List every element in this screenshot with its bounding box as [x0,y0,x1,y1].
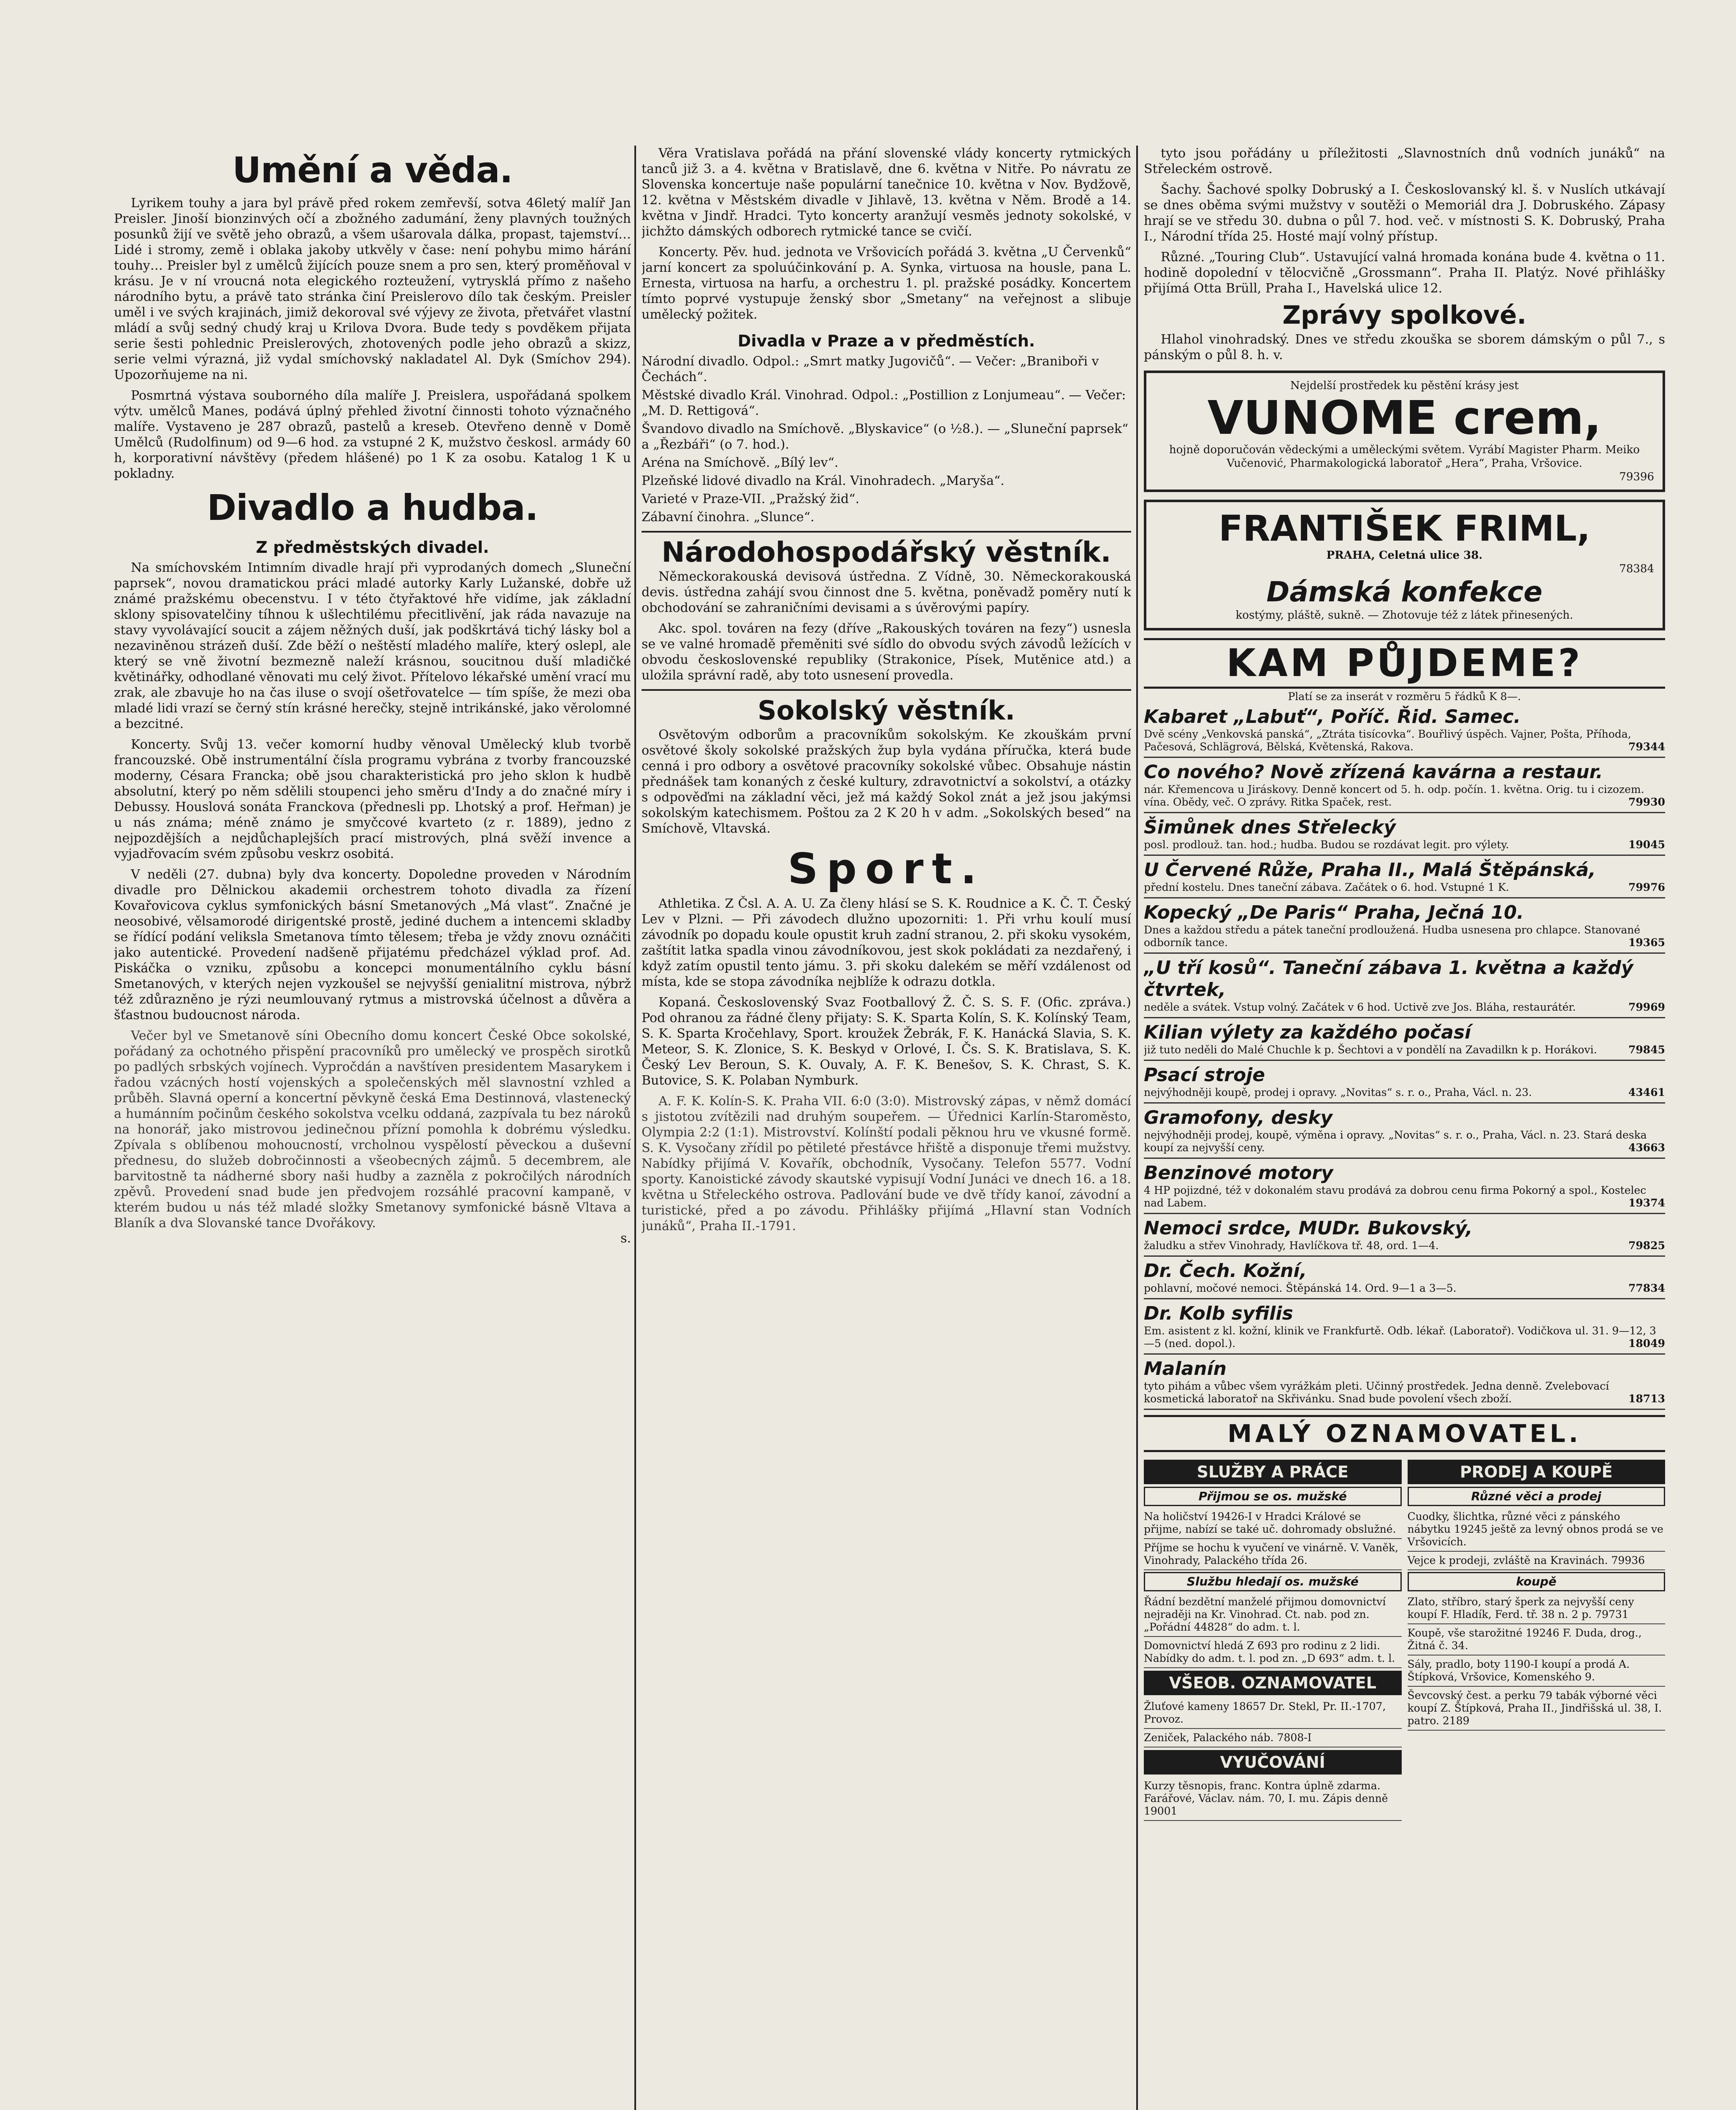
ad-text: neděle a svátek. Vstup volný. Začátek v 6 hod. Uctivě zve Jos. Bláha, restaurátér. [1144,1001,1576,1013]
ad-name: Gramofony, desky [1144,1107,1333,1128]
ad-item [1144,813,1665,856]
classified-item: Koupě, vše starožitné 19246 F. Duda, drog., Žitná č. 34. [1408,1624,1666,1656]
ad-friml-number: 78384 [1619,563,1654,575]
ad-text: 4 HP pojizdné, též v dokonalém stavu prodává za dobrou cenu firma Pokorný a spol., Kostelec nad Labem. [1144,1184,1647,1209]
ad-name: Kilian výlety za každého počasí [1144,1022,1471,1043]
ad-friml-address: PRAHA, Celetná ulice 38. [1326,549,1483,562]
ad-text: pohlavní, močové nemoci. Štěpánská 14. Ord. 9—1 a 3—5. [1144,1282,1457,1294]
theatre-program-list [642,354,1131,525]
article-preisler: Lyrikem touhy a jara byl právě před rokem zemřevší, sotva 46letý malíř Jan Preisler. Jinoší bionzinvých očí a zbožného zadumání, ženy plavných toužných posunků žijí ve světě jeho obrazů, a všem ušarovala dálka, propast, tajemství… Lidé i stromy, země i oblaka jakoby utkvěly v čase: není pohybu mimo hárání touhy… Preisler byl z umělců žijících pouze snem a pro sen, který proměňoval v krásu. Je v ní vroucná nota elegického rozteužení, vytrysklá přímo z našeho národního bytu, a právě tato stránka činí Preislerovo dílo tak českým. Preisler uměl i ve svých krajinách, jimiž dekoroval své výjevy ze života, přetvářet vlastní mládí a svůj sedný chudý kraj u Krilova Dvora. Bude tedy s povděkem přijata serie šesti pohlednic Preislerových, zhotovených podle jeho obrazů a skizz, serie velmi výrazná, již vydal smíchovský nakladatel Al. Dyk (Smíchov 294). Upozorňujeme na ni. [114,196,631,382]
ad-name: Kopecký „De Paris“ Praha, Ječná 10. [1144,902,1524,923]
ad-number: 79344 [1628,741,1665,753]
classifieds-right [1408,1457,1666,1821]
program-heading: Divadla v Praze a v předměstích. [737,332,1035,350]
ad-number: 19374 [1628,1197,1665,1209]
column-right [1144,146,1665,2110]
ad-name: Psací stroje [1144,1064,1265,1086]
classified-item: Řádní bezdětní manželé přijmou domovnictví nejraději na Kr. Vinohrad. Ct. nab. pod zn. „Pořádní 44828“ do adm. t. l. [1144,1593,1402,1637]
ad-item [1144,898,1665,954]
ad-vunome-number: 79396 [1619,471,1654,483]
ad-text: posl. prodlouž. tan. hod.; hudba. Budou se rozdávat legit. pro výlety. [1144,839,1509,851]
ad-text: nejvýhodněji prodej, koupě, výměna i opravy. „Novitas“ s. r. o., Praha, Václ. n. 23. Stará deska koupí za nejvyšší ceny. [1144,1129,1647,1154]
program-item: Městské divadlo Král. Vinohrad. Odpol.: „Postillion z Lonjumeau“. — Večer: „M. D. Rettigová“. [642,388,1126,418]
program-item: Plzeňské lidové divadlo na Král. Vinohradech. „Maryša“. [642,473,1005,488]
ad-name: Dr. Kolb syfilis [1144,1303,1293,1324]
heading-sport: Sport. [788,844,985,893]
ad-friml-side: kostýmy, pláště, sukně. — Zhotovuje též z látek přinesených. [1235,609,1574,622]
article-sokol: Osvětovým odborům a pracovníkům sokolským. Ke zkouškám první osvětové školy sokolské pražských žup byla vydána příručka, která bude cenná i pro odbory a osvětové pracovníky sokolské vůbec. Obsahuje nástin přednášek tam konaných z české kultury, zdravotnictví a sokolství, a otázky s odpověďmi na základní věci, jež má každý Sokol znát a jež jsou jakýmsi sokolským katechismem. Poštou za 2 K 20 h v adm. „Sokolských besed“ na Smíchově, Vltavská. [642,728,1131,836]
ad-vunome [1144,371,1665,492]
ad-friml-name: FRANTIŠEK FRIML, [1219,508,1590,549]
ad-item [1144,1257,1665,1299]
ad-number: 19365 [1628,936,1665,949]
ad-text: žaludku a střev Vinohrady, Havlíčkova tř. 48, ord. 1—4. [1144,1239,1439,1252]
classified-item: Domovnictví hledá Z 693 pro rodinu z 2 lidi. Nabídky do adm. t. l. pod zn. „D 693“ adm. t. l. [1144,1637,1402,1668]
program-item: Aréna na Smíchově. „Bílý lev“. [642,455,839,470]
article-devisa: Německorakouská devisová ústředna. Z Vídně, 30. Německorakouská devis. ústředna zahájí svou činnost dne 5. května, poněvadž poměry nutí k obchodování se zahraničními devisami a s úvěrovými papíry. [642,569,1131,615]
ad-item [1144,758,1665,813]
column-left [114,146,631,2110]
kam-note: Platí se za inserát v rozměru 5 řádků K 8—. [1288,690,1521,703]
heading-theatre-music: Divadlo a hudba. [207,487,538,528]
ad-item [1144,1355,1665,1410]
article-concerts: Koncerty. Svůj 13. večer komorní hudby věnoval Umělecký klub tvorbě francouzské. Obě instrumentální čísla programu vybrána z tvorby francouzské moderny, Césara Francka; obě jsou charakteristická pro jeho sklon k hudbě absolutní, který po něm sdělili stoupenci jeho směru d'Indy a do značné míry i Debussy. Houslová sonáta Franckova (přednesli pp. Lhotský a prof. Heřman) je u nás známa; méně známo je smyčcové kvarteto (z r. 1889), jedno z nejpozdějších a nejdůchaplejších prací mistrových, plná svěží invence a vyjadřovacím svém způsobu veskrz osobitá. [114,737,631,861]
ad-number: 79976 [1628,881,1665,893]
classified-subheading: Službu hledají os. mužské [1144,1572,1402,1591]
program-item: Národní divadlo. Odpol.: „Smrt matky Jugovičů“. — Večer: „Braniboři v Čechách“. [642,354,1099,384]
subheading-suburban-theatres: Z předměstských divadel. [256,538,489,557]
article-exhibition: Posmrtná výstava souborného díla malíře J. Preislera, uspořádaná spolkem výtv. umělců Manes, podává úplný přehled životní činnosti tohoto význačného malíře. Vystaveno je 287 obrazů, pastelů a kreseb. Otevřeno denně v Domě Umělců (Rudolfinum) od 9—6 hod. za vstupné 2 K, mužstvo českosl. armády 60 h, korporativní návštěvy (předem hlášené) po 1 K za osobu. Katalog 1 K u pokladny. [114,388,631,481]
classified-item: Příjme se hochu k vyučení ve vinárně. V. Vaněk, Vinohrady, Palackého třída 26. [1144,1539,1402,1570]
article-sunday-concerts: V neděli (27. dubna) byly dva koncerty. Dopoledne proveden v Národním divadle pro Dělnickou akademii orchestrem tohoto divadla za řízení Kovařovicova cyklus symfonických básní Smetanových „Má vlast“. Značné je neosobivé, vělsamorodé dirigentské prostě, jediné duchem a intencemi skladby se řídící podání veliksla Smetanova tímto tělesem; třeba je vždy znovu oznáčiti jako autentické. Provedení nadšeně přijatému předcházel výklad prof. Ad. Piskáčka o vzniku, způsobu a koncepci monumentálního cyklu básní Smetanových, v kterých nejen vyzkoušel se nejvyšší genialitní mistrova, nýbrž též zdůrazněno je rýzi neumlouvaný rytmus a mistrovská účelnost a důvěra a šťastnou budoucnost národa. [114,867,631,1023]
article-football: Kopaná. Československý Svaz Footballový Ž. Č. S. S. F. (Ofic. zpráva.) Pod ohranou za řádné členy přijaty: S. K. Sparta Kolín, S. K. Kolínský Team, S. K. Sparta Kročehlavy, Sport. kroužek Žebrák, F. K. Hanácká Slavia, S. K. Meteor, S. K. Zlonice, S. K. Beskyd v Orlové, I. Čs. S. K. Bratislava, S. K. Český Lev Beroun, S. K. Ouvaly, A. F. K. Benešov, S. K. Chrast, S. K. Butovice, S. K. Polaban Nymburk. [642,995,1131,1088]
ad-name: U Červené Růže, Praha II., Malá Štěpánská, [1144,859,1596,881]
ad-friml-line: Dámská konfekce [1266,576,1543,608]
ad-friml [1144,500,1665,630]
ad-text: Em. asistent z kl. kožní, klinik ve Frankfurtě. Odb. lékař. (Laboratoř). Vodičkova ul. 31. 9—12, 3—5 (ned. dopol.). [1144,1325,1656,1350]
divider [642,531,1131,533]
classified-item: Na holičství 19426-I v Hradci Králové se přijme, nabízí se také uč. dohromady obslužné. [1144,1508,1402,1539]
article-fez-factory: Akc. spol. továren na fezy (dříve „Rakouských továren na fezy“) usnesla se ve valné hromadě přeměniti své sídlo do obvodu svých závodů ležících v obvodu československé republiky (Strakonice, Písek, Mutěnice atd.) a uložila správní radě, aby toto usnesení provedla. [642,621,1131,683]
classifieds-left [1144,1457,1402,1821]
banner-hiring: Přijmou se os. mužské [1144,1487,1402,1506]
classifieds-grid [1144,1457,1665,1821]
program-item: Varieté v Praze-VII. „Pražský žid“. [642,492,859,506]
ad-vunome-text: hojně doporučován vědeckými a uměleckými světem. Vyrábí Magister Pharm. Meiko Vučenović, Pharmakologická laboratoř „Hera“, Praha, Vršovice. [1169,444,1640,470]
ad-text: tyto pihám a vůbec všem vyrážkám pleti. Učinný prostředek. Jedna denně. Zvelebovací kosmetická laboratoř na Skřivánku. Snad bude povolení všech zboží. [1144,1380,1609,1405]
ad-text: nár. Křemencova u Jiráskovy. Denně koncert od 5. h. odp. počín. 1. května. Orig. tu i cizozem. vína. Obědy, več. O zprávy. Ritka Spaček, rest. [1144,783,1644,808]
ad-name: Nemoci srdce, MUDr. Bukovský, [1144,1217,1473,1239]
article-concerts-vrsovice: Koncerty. Pěv. hud. jednota ve Vršovicích pořádá 3. května „U Červenků“ jarní koncert za spoluúčinkování p. A. Synka, virtuosa na housle, pana L. Ernesta, virtuosa na harfu, a orchestru 1. pl. pražské posádky. Koncertem tímto poprvé vystupuje ženský sbor „Smetany“ na veřejnost a slibuje umělecký požitek. [642,245,1131,322]
ad-text: Dvě scény „Venkovská panská“, „Ztráta tisícovka“. Bouřlivý úspěch. Vajner, Pošta, Příhoda, Pačesová, Schlägrová, Bělská, Květenská, Rakova. [1144,728,1631,753]
ad-number: 77834 [1628,1282,1665,1294]
classified-item: Ševcovský čest. a perku 79 tabák výborné věci koupí Z. Štípková, Praha II., Jindřišská ul. 38, I. patro. 2189 [1408,1687,1666,1731]
classified-item: Sály, pradlo, boty 1190-I koupí a prodá A. Štípková, Vršovice, Komenského 9. [1408,1656,1666,1687]
ad-item [1144,1061,1665,1104]
ad-number: 43663 [1628,1142,1665,1154]
column-middle [642,146,1131,2110]
banner-general: VŠEOB. OZNAMOVATEL [1144,1671,1402,1695]
ad-name: Šimůnek dnes Střelecký [1144,817,1396,838]
classified-item: Žluťové kameny 18657 Dr. Stekl, Pr. II.-1707, Provoz. [1144,1698,1402,1729]
program-item: Švandovo divadlo na Smíchově. „Blyskavice“ (o ½8.). — „Sluneční paprsek“ a „Řezbáři“ (o 7. hod.). [642,422,1129,452]
article-various: Různé. „Touring Club“. Ustavující valná hromada konána bude 4. května o 11. hodině dopolední v tělocvičně „Grossmann“. Praha II. Platýz. Nové přihlášky přijímá Otta Brüll, Praha I., Havelská ulice 12. [1144,250,1665,296]
ad-item [1144,1159,1665,1214]
heading-sokol-bulletin: Sokolský věstník. [758,695,1015,726]
banner-various: Různé věci a prodej [1408,1487,1666,1506]
ad-number: 18049 [1628,1337,1665,1350]
heading-small-advertiser: MALÝ OZNAMOVATEL. [1144,1415,1665,1452]
ad-number: 79825 [1628,1239,1665,1252]
ad-item [1144,703,1665,758]
ad-vunome-name: VUNOME crem, [1207,391,1602,445]
program-item: Zábavní činohra. „Slunce“. [642,510,815,525]
banner-teaching: VYUČOVÁNÍ [1144,1750,1402,1775]
classified-item: Zeniček, Palackého náb. 7808-I [1144,1729,1402,1748]
ad-text: nejvýhodněji koupě, prodej i opravy. „Novitas“ s. r. o., Praha, Václ. n. 23. [1144,1086,1532,1098]
ad-item [1144,954,1665,1018]
classified-item: Kurzy těsnopis, franc. Kontra úplně zdarma. Farářové, Václav. nám. 70, I. mu. Zápis denně 19001 [1144,1777,1402,1821]
ad-name: Kabaret „Labuť“, Poříč. Řid. Samec. [1144,706,1521,728]
divider [642,689,1131,691]
ad-name: Malanín [1144,1358,1227,1380]
article-water-scouts: tyto jsou pořádány u příležitosti „Slavnostních dnů vodních junáků“ na Střeleckém ostrově. [1144,146,1665,176]
ad-text: Dnes a každou středu a pátek taneční prodloužená. Hudba usnesena pro chlapce. Stanované odborník tance. [1144,924,1641,949]
ad-name: Dr. Čech. Kožní, [1144,1260,1307,1282]
article-vratislava: Věra Vratislava pořádá na přání slovenské vlády koncerty rytmických tanců již 3. a 4. května v Bratislavě, dne 6. května v Nitře. Po návratu ze Slovenska koncertuje naše populární tanečnice 10. května v Nov. Bydžově, 12. května v Městském divadle v Jihlavě, 13. května v Něm. Brodě a 14. května v Jindř. Hradci. Tyto koncerty aranžují vesměs jednoty sokolské, v jichžto dámských odborech rytmické tance se cvičí. [642,146,1131,239]
ad-item [1144,1018,1665,1061]
ad-number: 18713 [1628,1393,1665,1405]
ad-name: Co nového? Nově zřízená kavárna a restaur. [1144,761,1603,783]
heading-kam-pujdeme: KAM PŮJDEME? [1144,638,1665,689]
ad-list [1144,703,1665,1410]
article-hlahol: Hlahol vinohradský. Dnes ve středu zkouška se sborem dámským o půl 7., s pánským o půl 8. h. v. [1144,332,1665,362]
heading-art-science: Umění a věda. [232,149,513,191]
ad-item [1144,1299,1665,1355]
ad-name: „U tří kosů“. Taneční zábava 1. května a každý čtvrtek, [1144,957,1633,1001]
article-chess: Šachy. Šachové spolky Dobruský a I. Českoslovanský kl. š. v Nuslích utkávají se dnes oběma svými mužstvy v soutěži o Memoriál dra J. Dobruského. Zápasy hrají se ve středu 30. dubna o půl 7. hod. več. v místnosti S. K. Dobruský, Praha I., Národní třída 25. Hosté mají volný přístup. [1144,182,1665,244]
classified-item: Zlato, stříbro, starý šperk za nejvyšší ceny koupí F. Hladík, Ferd. tř. 38 n. 2 p. 79731 [1408,1593,1666,1624]
heading-club-news: Zprávy spolkové. [1282,300,1527,330]
ad-text: přední kostelu. Dnes taneční zábava. Začátek o 6. hod. Vstupné 1 K. [1144,881,1509,893]
classified-item: Vejce k prodeji, zvláště na Kravinách. 79936 [1408,1552,1666,1570]
ad-number: 79969 [1628,1001,1665,1013]
ad-item [1144,1214,1665,1257]
ad-number: 43461 [1628,1086,1665,1098]
ad-number: 79930 [1628,796,1665,808]
ad-text: již tuto neděli do Malé Chuchle k p. Šechtovi a v pondělí na Zavadilkn k p. Horákovi. [1144,1044,1597,1056]
heading-economic-bulletin: Národohospodářský věstník. [661,536,1111,568]
classified-subheading: koupě [1408,1572,1666,1591]
banner-services: SLUŽBY A PRÁCE [1144,1460,1402,1484]
ad-item [1144,1104,1665,1159]
ad-number: 19045 [1628,839,1665,851]
article-sport-continuation: A. F. K. Kolín-S. K. Praha VII. 6:0 (3:0). Mistrovský zápas, v němž domácí s jistotou zvítězili nad druhým soupeřem. — Úřednici Karlín-Staroměsto, Olympia 2:2 (1:1). Mistrovství. Kolínští podali pěknou hru ve vkusné formě. S. K. Vysočany zřídil po pětileté přestávce hřiště a disponuje třemi mužstvy. Nabídky přijímá V. Kovařík, obchodník, Vysočany. Telefon 5577. Vodní sporty. Kanoistické závody skautské vypisují Vodní Junáci ve dnech 16. a 18. května u Střeleckého ostrova. Padlování bude ve dvě třídy kanoí, závodní a turistické, před a po závodu. Přihlášky přijímá „Hlavní stan Vodních junáků“, Praha II.-1791. [642,1094,1131,1234]
column-rule [634,146,636,2110]
article-athletics: Athletika. Z Čsl. A. A. U. Za členy hlásí se S. K. Roudnice a K. Č. T. Český Lev v Plzni. — Při závodech dlužno upozorniti: 1. Při vrhu koulí musí závodník po dopadu koule opustit kruh zadní stranou, 2. při skoku vysokém, zaštítit latka spadla vinou závodníkovou, jest skok pokládati za nezdařený, i když zatím opustil tento jámu. 3. při skoku dalekém se měří vzdálenost od místa, kde se stopa závodníka nejblíže k odrazu dotkla. [642,896,1131,989]
article-continuation: Večer byl ve Smetanově síni Obecního domu koncert České Obce sokolské, pořádaný za ochotného přispění pracovníků pro umělecký ve prospěch sirotků po padlých srbských vojínech. Vypročdán a navštíven presidentem Masarykem i řadou vzácných hostí vojenských a společenských měl slavnostní vzhled a průběh. Slavná operní a koncertní pěvkyně česká Ema Destinnová, vlastenecký a humánním počinům českého sokolstva vcelku oddaná, zazpívala tu bez nároků na honorář, jako mistrovou jedinečnou přízní pomohla k dobrému výsledku. Zpívala s oblíbenou mohoucností, vrcholnou vyspělostí pěveckou a duševní přednesu, do služeb dobročinnosti a všeobecných zájmů. 5 decembrem, ale barvitostně ta nádherné sbory naši hudby a zazněla z pokročilých národních zpěvů. Provedení snad bude jen předvojem rozsáhlé pracovní kampaně, v kterém budou u nás též mladé složky Smetanovy symfonické básně Vltava a Blaník a dva Slovanské tance Dvořákovy. [114,1028,631,1231]
ad-item [1144,856,1665,898]
article-signature: s. [620,1231,631,1246]
article-intimate-theatre: Na smíchovském Intimním divadle hrají při vyprodaných domech „Sluneční paprsek“, novou dramatickou práci mladé autorky Karly Lužanské, dobře už známé pražskému obecenstvu. I v této čtyřaktové hře vidíme, jak základní sklony spisovatelčiny tíhnou k ušlechtilému přecitlivění, jak ráda navazuje na stavy vyvolávající soucit a zájem něžných duší, jak podškrtává tichý lásky bol a nezaviněnou strázeň duší. Zde běží o neštěstí mladého malíře, který oslepl, ale který se vně životní bezmezně naleží krásnou, soucitnou duší mladičké květinářky, odhodlané věnovati mu celý život. Přítelovo lékařské umění vrací mu zrak, ale zbavuje ho na čas iluse o svojí ošetřovatelce — tím spíše, že mezi oba mladé lidi vrazí se černý stín krásné herečky, stejně intrikánské, jako věrolomné a bezcitné. [114,560,631,731]
ad-name: Benzinové motory [1144,1162,1333,1184]
ad-vunome-top: Nejdelší prostředek ku pěstění krásy jest [1290,379,1519,392]
column-rule [1136,146,1138,2110]
classified-item: Cuodky, šlichtka, různé věci z pánského nábytku 19245 ještě za levný obnos prodá se ve Vršovicích. [1408,1508,1666,1552]
ad-number: 79845 [1628,1044,1665,1056]
banner-sale: PRODEJ A KOUPĚ [1408,1460,1666,1484]
